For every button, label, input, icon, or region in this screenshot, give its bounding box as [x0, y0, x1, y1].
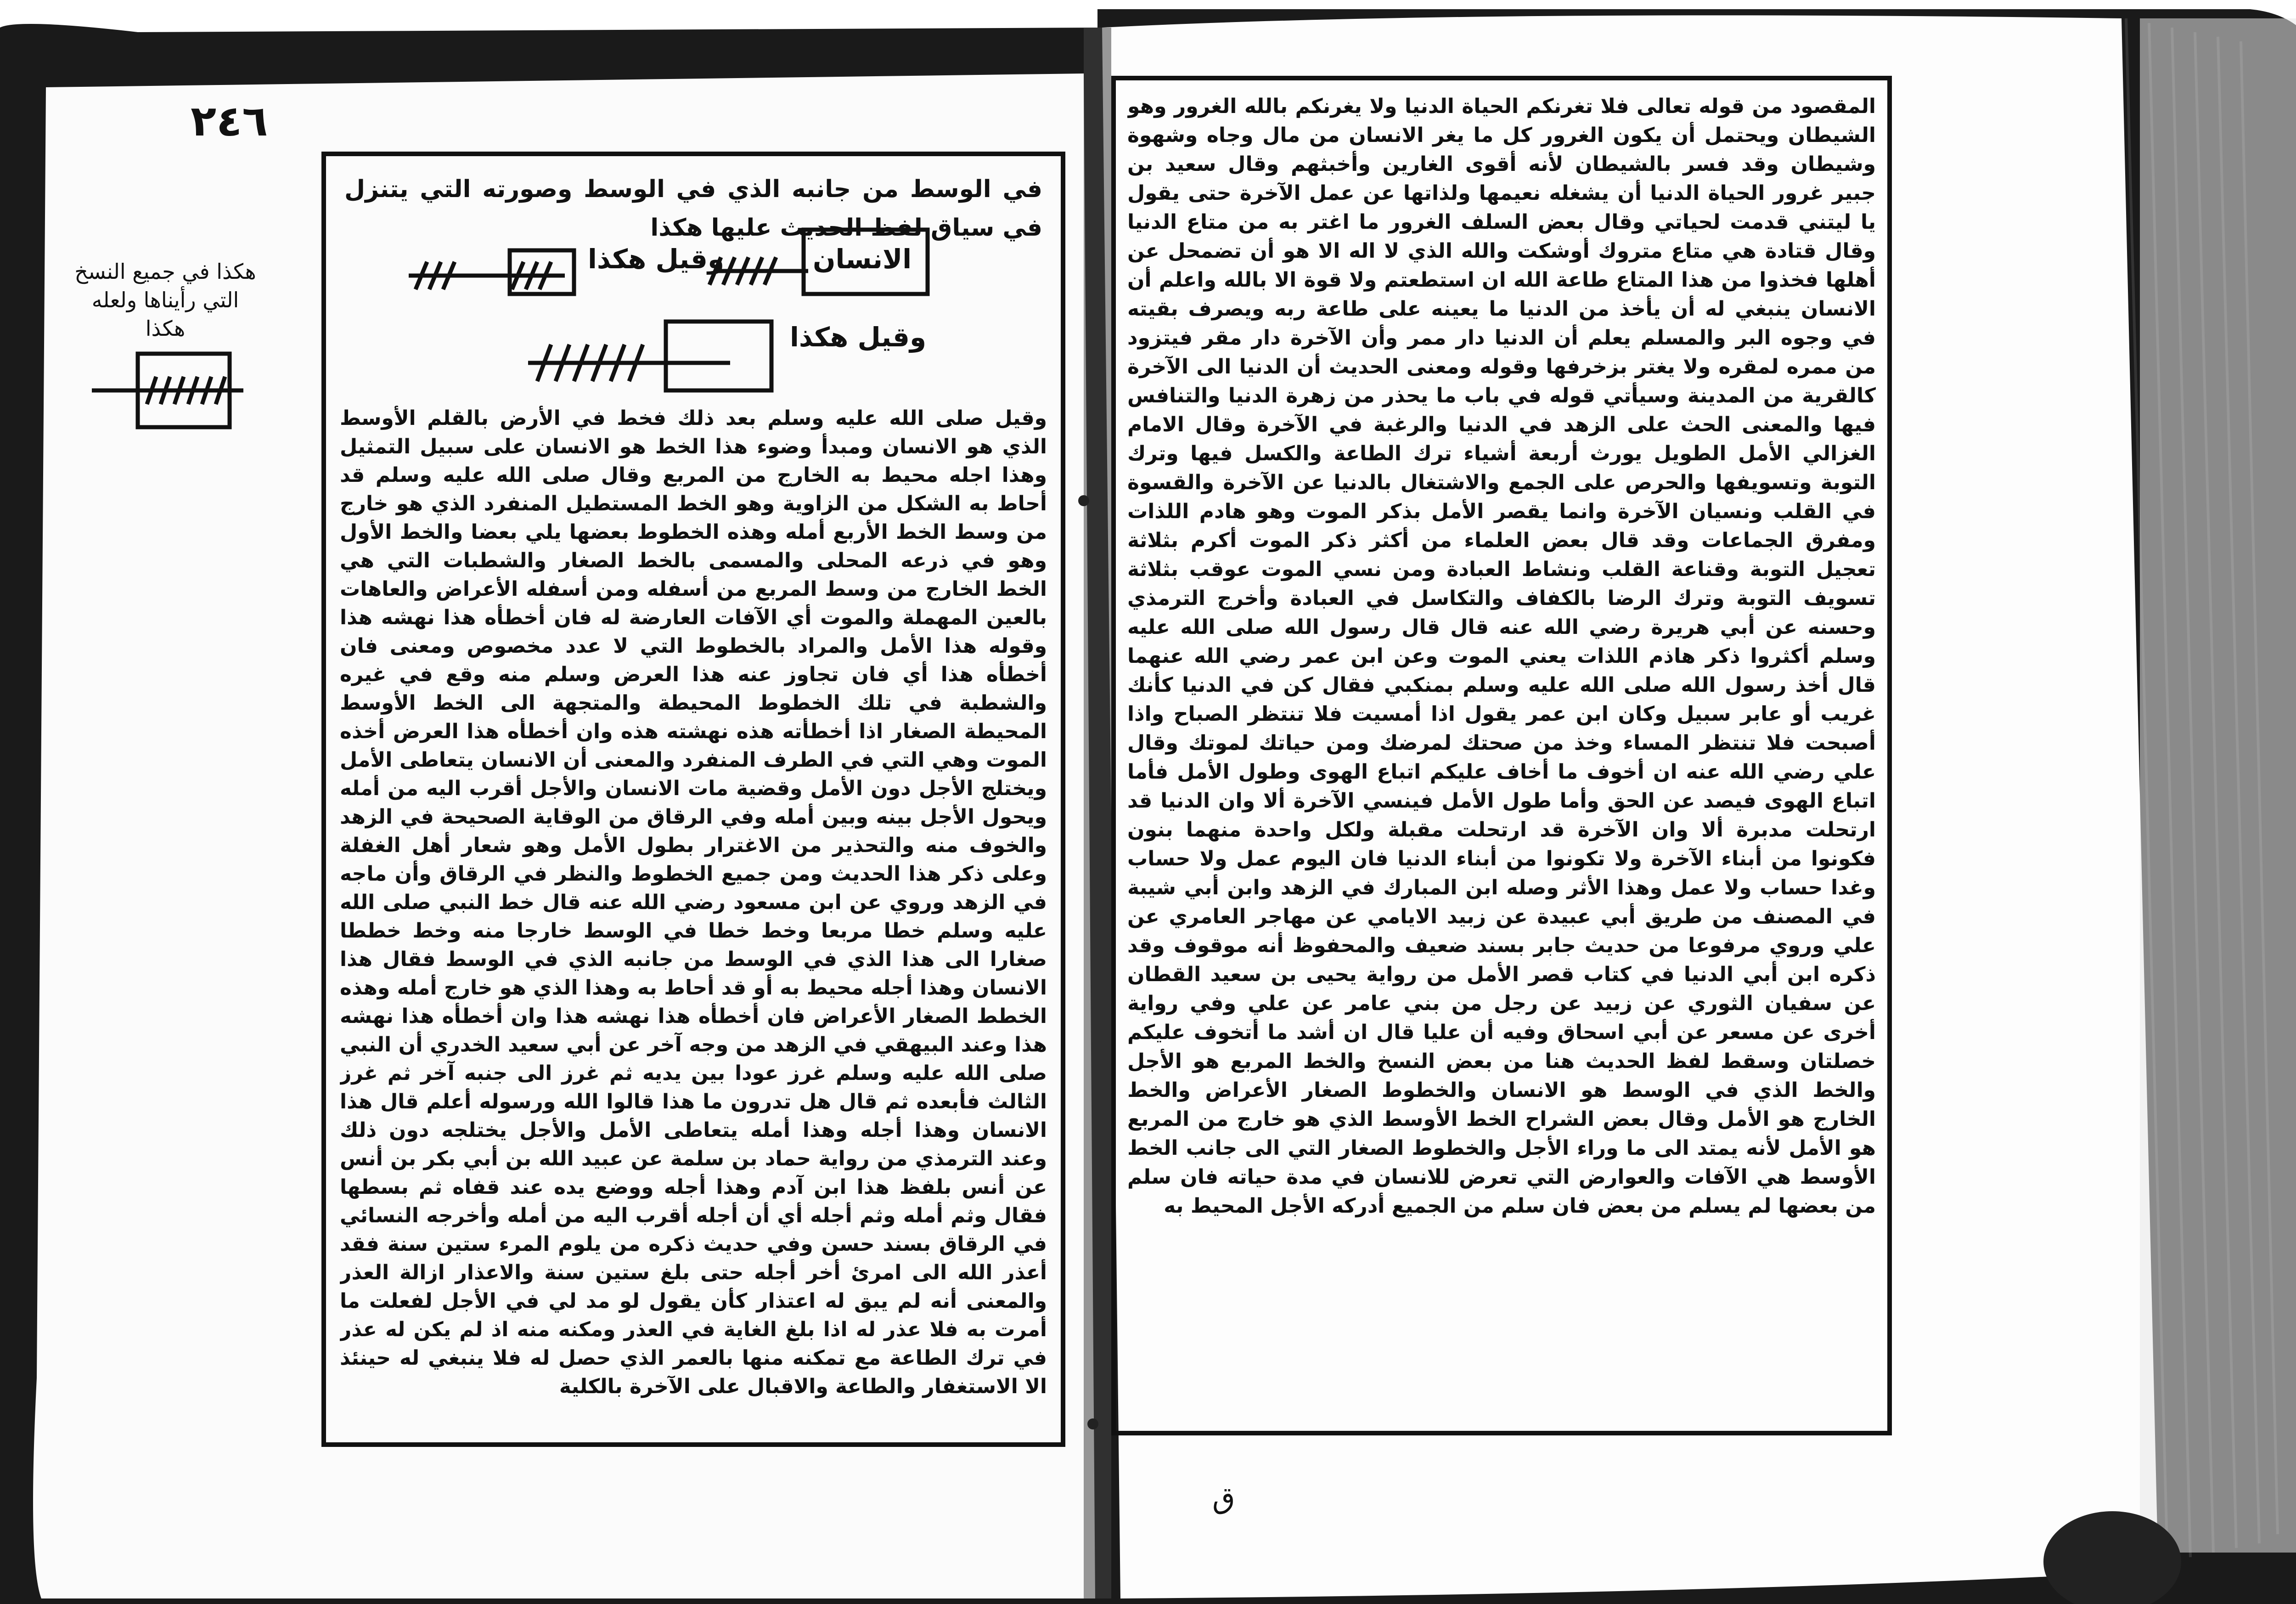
left-page-body-text: وقيل صلى الله عليه وسلم بعد ذلك فخط في الأرض بالقلم الأوسط الذي هو الانسان ومبدأ وضوء هذا الخط هو الانسان على سبيل التمثيل وهذا اجله محيط به الخارج من المربع وقال صلى الله عليه وسلم قد أحاط به الشكل من الزاوية وهو الخط المستطيل المنفرد الذي هو خارج من وسط الخط الأربع أمله وهذه الخطوط بعضها يلي بعضا والخط الأول وهو في ذرعه المحلى والمسمى بالخط الصغار والشطبات التي هي الخط الخارج من وسط المربع من أسفله ومن أسفله الأعراض والعاهات بالعين المهملة والموت أي الآفات العارضة له فان أخطأه هذا نهشه هذا وقوله هذا الأمل والمراد بالخطوط التي لا عدد مخصوص ومعنى فان أخطأه هذا أي فان تجاوز عنه هذا العرض وسلم منه وقع في غيره والشطبة في تلك الخطوط المحيطة والمتجهة الى الخط الأوسط المحيطة الصغار اذا أخطأته هذه نهشته هذه وان أخطأه هذا العرض أخذه الموت وهي التي في الطرف المنفرد والمعنى أن الانسان يتعاطى الأمل ويختلج الأجل دون الأمل وقضية مات الانسان والأجل أقرب اليه من أمله ويحول الأجل بينه وبين أمله وفي الرقاق من الوقاية الصحيحة في الزهد والخوف منه والتحذير من الاغترار بطول الأمل وهو شعار أهل الغفلة وعلى ذكر هذا الحديث ومن جميع الخطوط والنظر في الرقاق وأن ماجه في الزهد وروي عن ابن مسعود رضي الله عنه قال خط النبي صلى الله عليه وسلم خطا مربعا وخط خطا في الوسط خارجا منه وخط خططا صغارا الى هذا الذي في الوسط من جانبه الذي في الوسط فقال هذا الانسان وهذا أجله محيط به أو قد أحاط به وهذا الذي هو خارج أمله وهذه الخطط الصغار الأعراض فان أخطأه هذا نهشه هذا وان أخطأه هذا نهشه هذا وعند البيهقي في الزهد من وجه آخر عن أبي سعيد الخدري أن النبي صلى الله عليه وسلم غرز عودا بين يديه ثم غرز الى جنبه آخر ثم غرز الثالث فأبعده ثم قال هل تدرون ما هذا قالوا الله ورسوله أعلم قال هذا الانسان وهذا أجله وهذا أمله يتعاطى الأمل والأجل يختلجه دون ذلك وعند الترمذي من رواية حماد بن سلمة عن عبيد الله بن أبي بكر بن أنس عن أنس بلفظ هذا ابن آدم وهذا أجله ووضع يده عند قفاه ثم بسطها فقال وثم أمله وثم أجله أي أن أجله أقرب اليه من أمله وأخرجه النسائي في الرقاق بسند حسن وفي حديث ذكره من يلوم المرء ستين سنة فقد أعذر الله الى امرئ أخر أجله حتى بلغ ستين سنة والاعذار ازالة العذر والمعنى أنه لم يبق له اعتذار كأن يقول لو مد لي في الأجل لفعلت ما أمرت به فلا عذر له اذا بلغ الغاية في العذر ومكنه منه اذ لم يكن له عذر في ترك الطاعة مع تمكنه منها بالعمر الذي حصل له فلا ينبغي له حينئذ الا الاستغفار والطاعة والاقبال على الآخرة بالكلية — [340, 407, 1047, 1398]
diagram-label-variant-one: وقيل هكذا — [588, 243, 724, 275]
left-page-top-text: في الوسط من جانبه الذي في الوسط وصورته التي يتنزل في سياق لفظ الحديث عليها هكذا — [344, 175, 1042, 242]
page-number: ٢٤٦ — [191, 96, 268, 146]
margin-note: هكذا في جميع النسخ التي رأيناها ولعله هكذا — [74, 259, 256, 341]
diagram-label-person: الانسان — [813, 243, 912, 275]
diagram-label-variant-two: وقيل هكذا — [790, 322, 926, 353]
page-footer-mark: ق — [1212, 1481, 1235, 1515]
gutter-shadow — [1084, 28, 1111, 1598]
right-page-body-text: المقصود من قوله تعالى فلا تغرنكم الحياة الدنيا ولا يغرنكم بالله الغرور وهو الشيطان ويحتمل أن يكون الغرور كل ما يغر الانسان من مال وجاه وشهوة وشيطان وقد فسر بالشيطان لأنه أقوى الغارين وأخبثهم وقال سعيد بن جبير غرور الحياة الدنيا أن يشغله نعيمها ولذاتها عن عمل الآخرة حتى يقول يا ليتني قدمت لحياتي وقال بعض السلف الغرور ما اغتر به من متاع الدنيا وقال قتادة هي متاع متروك أوشكت والله الذي لا اله الا هو أن تضمحل عن أهلها فخذوا من هذا المتاع طاعة الله ان استطعتم ولا قوة الا بالله واعلم أن الانسان ينبغي له أن يأخذ من الدنيا ما يعينه على طاعة ربه ويصرف بقيته في وجوه البر والمسلم يعلم أن الدنيا دار ممر وأن الآخرة دار مقر فيتزود من ممره لمقره ولا يغتر بزخرفها وقوله ومعنى الحديث أن الدنيا الى الآخرة كالقرية من المدينة وسيأتي قوله في باب ما يحذر من زهرة الدنيا والتنافس فيها والمعنى الحث على الزهد في الدنيا والرغبة في الآخرة وقال الامام الغزالي الأمل الطويل يورث أربعة أشياء ترك الطاعة والكسل فيها وترك التوبة وتسويفها والحرص على الجمع والاشتغال بالدنيا عن الآخرة والقسوة في القلب ونسيان الآخرة وانما يقصر الأمل بذكر الموت وهو هادم اللذات ومفرق الجماعات وقد قال بعض العلماء من أكثر ذكر الموت أكرم بثلاثة تعجيل التوبة وقناعة القلب ونشاط العبادة ومن نسي الموت عوقب بثلاثة تسويف التوبة وترك الرضا بالكفاف والتكاسل في العبادة وأخرج الترمذي وحسنه عن أبي هريرة رضي الله عنه قال قال رسول الله صلى الله عليه وسلم أكثروا ذكر هاذم اللذات يعني الموت وعن ابن عمر رضي الله عنهما قال أخذ رسول الله صلى الله عليه وسلم بمنكبي فقال كن في الدنيا كأنك غريب أو عابر سبيل وكان ابن عمر يقول اذا أمسيت فلا تنتظر الصباح واذا أصبحت فلا تنتظر المساء وخذ من صحتك لمرضك ومن حياتك لموتك وقال علي رضي الله عنه ان أخوف ما أخاف عليكم اتباع الهوى وطول الأمل فأما اتباع الهوى فيصد عن الحق وأما طول الأمل فينسي الآخرة ألا وان الدنيا قد ارتحلت مدبرة ألا وان الآخرة قد ارتحلت مقبلة ولكل واحدة منهما بنون فكونوا من أبناء الآخرة ولا تكونوا من أبناء الدنيا فان اليوم عمل ولا حساب وغدا حساب ولا عمل وهذا الأثر وصله ابن المبارك في الزهد وابن أبي شيبة في المصنف من طريق أبي عبيدة عن زبيد الايامي عن مهاجر العامري عن علي وروي مرفوعا من حديث جابر بسند ضعيف والمحفوظ أنه موقوف وقد ذكره ابن أبي الدنيا في كتاب قصر الأمل من رواية يحيى بن سعيد القطان عن سفيان الثوري عن زبيد عن رجل من بني عامر عن علي وفي رواية أخرى عن مسعر عن أبي اسحاق وفيه أن عليا قال ان أشد ما أتخوف عليكم خصلتان وسقط لفظ الحديث هنا من بعض النسخ والخط المربع هو الأجل والخط الذي في الوسط هو الانسان والخطوط الصغار الأعراض والخط الخارج هو الأمل وقال بعض الشراح الخط الأوسط الذي هو خارج من المربع هو الأمل لأنه يمتد الى ما وراء الأجل والخطوط الصغار التي الى جانب الخط الأوسط هي الآفات والعوارض التي تعرض للانسان في مدة حياته فان سلم من بعضها لم يسلم من بعض فان سلم من الجميع أدركه الأجل المحيط به — [1127, 95, 1876, 1218]
